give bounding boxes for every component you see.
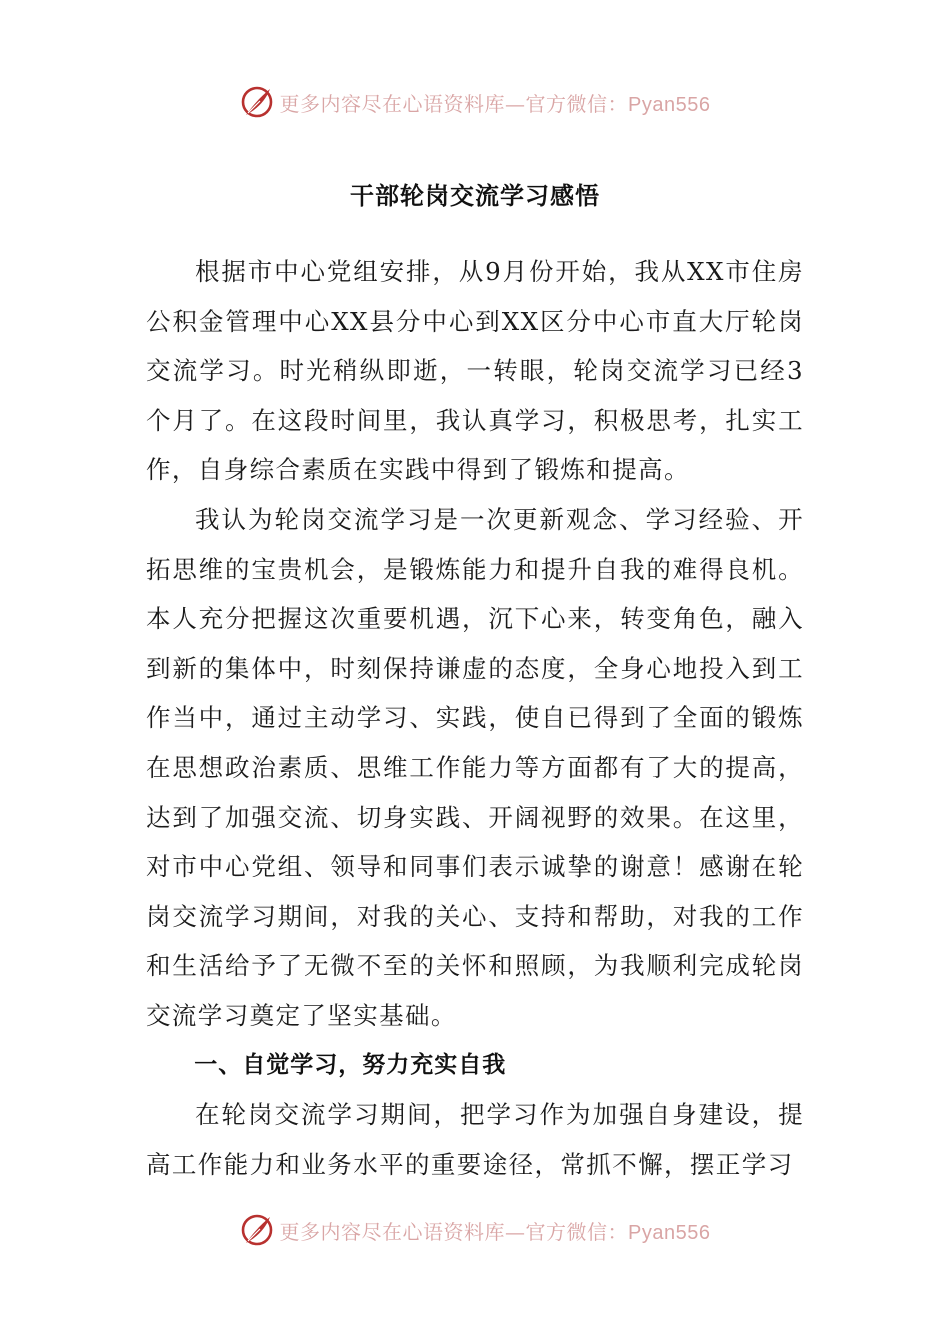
- watermark-banner-bottom: [0, 1210, 950, 1250]
- wechat-id: Pyan556: [628, 93, 711, 116]
- watermark-text: 更多内容尽在心语资料库—官方微信：Pyan556: [279, 1219, 711, 1244]
- paragraph: 在轮岗交流学习期间，把学习作为加强自身建设，提高工作能力和业务水平的重要途径，常抓不懈，摆正学习: [146, 1100, 804, 1179]
- section-heading: 一、自觉学习，努力充实自我: [194, 1051, 507, 1078]
- quill-pen-circle-icon: [240, 1213, 274, 1247]
- paragraph: 根据市中心党组安排，从9月份开始，我从XX市住房公积金管理中心XX县分中心到XX区分中心市直大厅轮岗交流学习。时光稍纵即逝，一转眼，轮岗交流学习已经3个月了。在这段时间里，我认真学习，积极思考，扎实工作，自身综合素质在实践中得到了锻炼和提高。: [146, 257, 804, 485]
- document-body: [146, 247, 804, 1189]
- wechat-id: Pyan556: [628, 1221, 711, 1244]
- watermark-banner-top: [0, 82, 950, 122]
- watermark-text: 更多内容尽在心语资料库—官方微信：Pyan556: [279, 91, 711, 116]
- paragraph: 我认为轮岗交流学习是一次更新观念、学习经验、开拓思维的宝贵机会，是锻炼能力和提升自我的难得良机。本人充分把握这次重要机遇，沉下心来，转变角色，融入到新的集体中，时刻保持谦虚的态度，全身心地投入到工作当中，通过主动学习、实践，使自已得到了全面的锻炼在思想政治素质、思维工作能力等方面都有了大的提高，达到了加强交流、切身实践、开阔视野的效果。在这里，对市中心党组、领导和同事们表示诚挚的谢意！感谢在轮岗交流学习期间，对我的关心、支持和帮助，对我的工作和生活给予了无微不至的关怀和照顾，为我顺利完成轮岗交流学习奠定了坚实基础。: [146, 504, 804, 1030]
- document-title: 干部轮岗交流学习感悟: [350, 181, 600, 210]
- quill-pen-circle-icon: [240, 85, 274, 119]
